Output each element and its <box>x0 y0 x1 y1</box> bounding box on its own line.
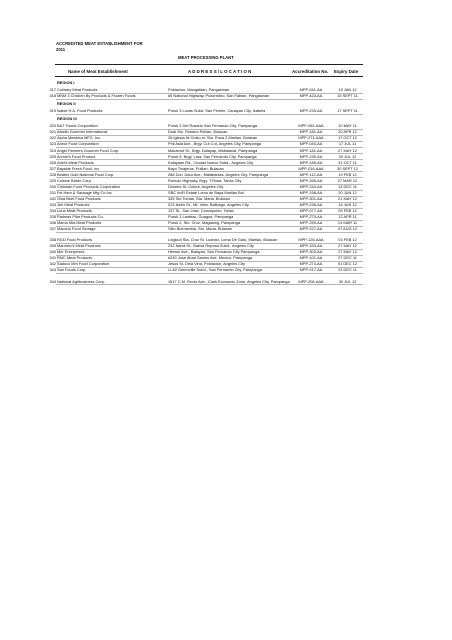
establishment-address: Romulo Highway, Brgy. T.Rosa, Tarlac City <box>168 177 242 183</box>
establishment-address: Kalayaan Rd., Ciudad Nuevo Subd., Angeles City <box>168 159 254 165</box>
expiry-date: 15 SEPT 11 <box>337 93 358 99</box>
accreditation-number: MPP-041-AA <box>299 87 323 93</box>
expiry-date: 16 JUN 12 <box>338 201 357 207</box>
row-number: 319 <box>49 108 56 114</box>
establishment-name: Ariel's Meat Products <box>57 159 94 165</box>
header-top-rule <box>55 64 363 65</box>
establishment-name: Sadoco Mm Food Corporation <box>57 261 110 267</box>
expiry-date: 20 APR 12 <box>338 129 357 135</box>
row-number: 318 <box>49 93 56 99</box>
row-number: 320 <box>49 123 56 129</box>
row-separator <box>56 99 363 100</box>
accreditation-number: MPP-235-AA <box>299 153 323 159</box>
establishment-address: SBC Indl'l Estate Lomo de Baya Marilao Bul <box>168 189 244 195</box>
row-number: 330 <box>49 183 56 189</box>
region-label: REGION II <box>57 101 76 107</box>
establishment-address: Herwin Ave., Balayan, San Fernando City Pampanga <box>168 249 260 255</box>
establishment-address: Poblacion, Mangaldan, Pangasinan <box>168 87 230 93</box>
establishment-name: Christian Food Products Corporation <box>57 183 121 189</box>
row-number: 317 <box>49 87 56 93</box>
accreditation-number: MPP-333-AA <box>299 243 323 249</box>
establishment-name: Mama Mia Meat Products <box>57 220 102 226</box>
establishment-address: Bayo Tinajeros, Pulilan, Bulacan <box>168 165 224 171</box>
accreditation-number: MPP-101-AA <box>299 255 323 261</box>
accreditation-number: MPP-303-AA <box>299 249 323 255</box>
expiry-date: 17 JUL 11 <box>338 141 357 147</box>
row-number: 329 <box>49 177 56 183</box>
establishment-name: Angel Farmers Gourmet Food Corp. <box>57 147 120 153</box>
region-label: REGION III <box>57 116 77 122</box>
accreditation-number: MPP-265-AA <box>299 177 323 183</box>
accreditation-number: MPP-243-AA <box>299 183 323 189</box>
row-number: 331 <box>49 189 56 195</box>
establishment-name: Mer Enterprises <box>57 249 85 255</box>
row-number: 344 <box>49 278 56 284</box>
region-heading <box>0 116 452 122</box>
header-bottom-rule <box>55 76 363 77</box>
establishment-address: 137 St., San Jose, Concepcion, Tarlac <box>168 208 234 213</box>
accreditation-number: MPP-185-AA <box>299 159 323 165</box>
row-number: 339 <box>49 243 56 249</box>
document-subtitle: MEAT PROCESSING PLANT <box>178 55 234 60</box>
row-number: 333 <box>49 201 56 207</box>
establishment-address: LI-82 Greenville Subd., San Fernando City, Pampanga <box>168 267 263 273</box>
establishment-name: RMC Meat Products <box>57 255 93 261</box>
column-header-address: A D D R E S S / L O C A T I O N <box>188 69 252 74</box>
row-number: 340 <box>49 249 56 255</box>
row-number: 332 <box>49 195 56 201</box>
establishment-address: #5 National Highway, Pozorrubio, San Fabian, Pangasinan <box>168 93 270 99</box>
expiry-date: 23 DEC 11 <box>338 267 357 273</box>
expiry-date: 17 SEPT 11 <box>337 108 358 114</box>
expiry-date: 01 DEC 12 <box>337 261 358 267</box>
expiry-date: 20 JUL 12 <box>338 153 357 159</box>
expiry-date: 27 MAY 12 <box>338 243 357 249</box>
expiry-date: 27 MAY 12 <box>338 249 357 255</box>
row-number: 334 <box>49 208 56 213</box>
establishment-name: Fel Ham & Sausage Mfg Co.Inc <box>57 189 112 195</box>
expiry-date: 13 DEC 11 <box>338 183 357 189</box>
accreditation-number: MPP-423-AA <box>299 93 323 99</box>
establishment-name: Luna Meat Products <box>57 208 92 213</box>
expiry-date: 15 JAN 12 <box>338 87 357 93</box>
expiry-date: 14 MAR 11 <box>337 220 358 226</box>
expiry-date: 17 OCT 12 <box>338 135 357 141</box>
expiry-date: 03 FEB 12 <box>338 237 357 243</box>
row-number: 335 <box>49 214 56 220</box>
column-header-name: Name of Meat Establishment <box>68 69 128 74</box>
document-title: ACCREDITED MEAT ESTABLISHMENT FOR <box>56 41 143 46</box>
establishment-name: Isabel H.A. Food Products <box>57 108 103 114</box>
establishment-name: Culinary Meat Products <box>57 87 98 93</box>
expiry-date: 10 MAY 11 <box>338 123 357 129</box>
row-separator <box>56 284 363 285</box>
establishment-name: Macario Food Storage <box>57 226 96 232</box>
expiry-date: 27 MAY 12 <box>338 147 357 153</box>
accreditation-number: MPP-112-AA <box>299 171 323 177</box>
accreditation-number: MPP-077-AA <box>299 208 323 213</box>
row-separator <box>56 114 363 115</box>
establishment-name: RGD Food Products <box>57 237 93 243</box>
row-number: 322 <box>49 135 56 141</box>
establishment-address: 232 Narra St., Baesa Reposa Subd., Angeles City <box>168 243 254 249</box>
establishment-address: Purok 3 Lucas Subd. San Fermin, Cauayan City, Isabela <box>168 108 266 114</box>
establishment-address: Dolores St. Cutcut, Angeles City <box>168 183 224 189</box>
region-heading <box>0 101 452 107</box>
accreditation-number: MPP-040-AA <box>299 141 323 147</box>
expiry-date: 12 APR 11 <box>338 214 357 220</box>
accreditation-number: MPP-017-AA <box>299 267 323 273</box>
accreditation-number: MPP-181-AA <box>299 129 323 135</box>
establishment-name: Cuisine Baker Corp. <box>57 177 92 183</box>
expiry-date: 30 JUL 12 <box>338 278 357 284</box>
establishment-address: Purok 5, Brgy. Lara, San Fernando City, Pampanga <box>168 153 257 159</box>
row-separator <box>56 232 363 233</box>
establishment-name: Aneor Food Corporation <box>57 141 99 147</box>
establishment-address: #249 Jose Abad Santos Ave. Mexico, Pampanga <box>168 255 253 261</box>
establishment-name: Alpha Meatrica MFG. Inc. <box>57 135 102 141</box>
establishment-name: National Agribusiness Corp. <box>57 278 106 284</box>
row-number: 321 <box>49 129 56 135</box>
row-number: 341 <box>49 255 56 261</box>
region-heading <box>0 80 452 86</box>
accreditation-number: MPP-206-AAA <box>298 278 324 284</box>
establishment-name: Beatriz Gold National Food Corp. <box>57 171 115 177</box>
establishment-address: Jesus St. Dela Vina, Poblacion, Angeles City <box>168 261 245 267</box>
accreditation-number: MPP-259-AA <box>299 220 323 226</box>
accreditation-number: MPP-301-AA <box>299 195 323 201</box>
expiry-date: 07 AUG 12 <box>337 226 358 232</box>
accreditation-number: MPP-016-AAA <box>298 165 324 171</box>
establishment-name: B&T Foods Corporation <box>57 123 98 129</box>
row-number: 336 <box>49 220 56 226</box>
row-separator <box>56 273 363 274</box>
row-number: 343 <box>49 267 56 273</box>
column-header-accreditation: Accreditation No. <box>292 69 329 74</box>
establishment-address: 335 Sto Tomas, Sta. Maria, Bulacan <box>168 195 230 201</box>
column-header-expiry: Expiry Date <box>334 69 359 74</box>
establishment-address: Purok 2, Sto. Cruz, Magalang, Pampanga <box>168 220 241 226</box>
row-number: 324 <box>49 147 56 153</box>
row-number: 338 <box>49 237 56 243</box>
accreditation-number: MPP-271-AAA <box>298 135 324 141</box>
establishment-name: MNM 3 Chicken By Products & Frozen Foods <box>57 93 136 99</box>
expiry-date: 27 DEC 11 <box>338 255 357 261</box>
row-number: 326 <box>49 159 56 165</box>
establishment-address: Purok 1 Lambac, Guagua, Pampanga <box>168 214 234 220</box>
row-number: 328 <box>49 171 56 177</box>
expiry-date: 09 FEB 12 <box>338 208 357 213</box>
accreditation-number: MPP-062-AAA <box>298 123 324 129</box>
expiry-date: 19 FEB 12 <box>338 171 357 177</box>
accreditation-number: MPP-233-AA <box>299 108 323 114</box>
row-number: 337 <box>49 226 56 232</box>
row-number: 325 <box>49 153 56 159</box>
accreditation-number: MPP-270-AA <box>299 214 323 220</box>
establishment-name: Jen Meat Products <box>57 201 90 207</box>
establishment-name: Padmas Pilar Products Co. <box>57 214 104 220</box>
expiry-date: 30 SEPT 12 <box>337 165 358 171</box>
establishment-address: 013 Isidro St., Mt. View, Balibago, Angeles City <box>168 201 249 207</box>
accreditation-number: MPP-181-AA <box>299 147 323 153</box>
expiry-date: 31 OCT 11 <box>338 159 357 165</box>
expiry-date: 21 MAY 12 <box>338 195 357 201</box>
accreditation-number: MPP-227-AA <box>299 226 323 232</box>
establishment-name: San Foods Corp. <box>57 267 87 273</box>
row-number: 327 <box>49 165 56 171</box>
establishment-name: Bayside Fresh Food, Inc. <box>57 165 101 171</box>
accreditation-number: MPP-198-AA <box>299 189 323 195</box>
establishment-address: 1517 C.M. Recto Ave., Clark Economic Zone, Angeles City, Pampanga <box>168 278 290 284</box>
establishment-name: Gina Beef Food Products <box>57 195 101 201</box>
establishment-address: Purok 2 Del Rosario San Fernando City, Pampanga <box>168 123 258 129</box>
establishment-address: Phil Asia Ave., Brgy. Cut Cut, Angeles City, Pampanga <box>168 141 262 147</box>
establishment-address: 26 Iglesia Ni Cristo st. Sta. Rosa 2 Marilao, Bulacan <box>168 135 258 141</box>
expiry-date: 27 MAR 12 <box>337 177 358 183</box>
accreditation-number: MPP-126-AAA <box>298 237 324 243</box>
accreditation-number: MPP-236-AA <box>299 201 323 207</box>
accreditation-number: MPP-274-AA <box>299 261 323 267</box>
establishment-address: Dual Sto. Rosario Pulilan, Bulacan <box>168 129 228 135</box>
region-label: REGION I <box>57 80 75 85</box>
row-number: 323 <box>49 141 56 147</box>
establishment-name: Archie's Food Product <box>57 153 96 159</box>
establishment-address: Macamot St., Brgy. Dalayap, Mabalacat, Pampanga <box>168 147 258 153</box>
establishment-address: Lingkud Sta. Cruz St. Looban, Loma De Gato, Marilao, Bulacan <box>168 237 278 243</box>
establishment-name: Mauricio's Meat Products <box>57 243 101 249</box>
establishment-address: Sitio Buenavista, Sto. Maria, Bulacan <box>168 226 233 232</box>
establishment-address: 288 Don Juico Ave., Malabanias, Angeles City, Pampanga <box>168 171 268 177</box>
establishment-name: Alladin Gourmet International <box>57 129 108 135</box>
row-number: 342 <box>49 261 56 267</box>
expiry-date: 20 JUN 12 <box>338 189 357 195</box>
document-year: 2011 <box>56 47 66 52</box>
